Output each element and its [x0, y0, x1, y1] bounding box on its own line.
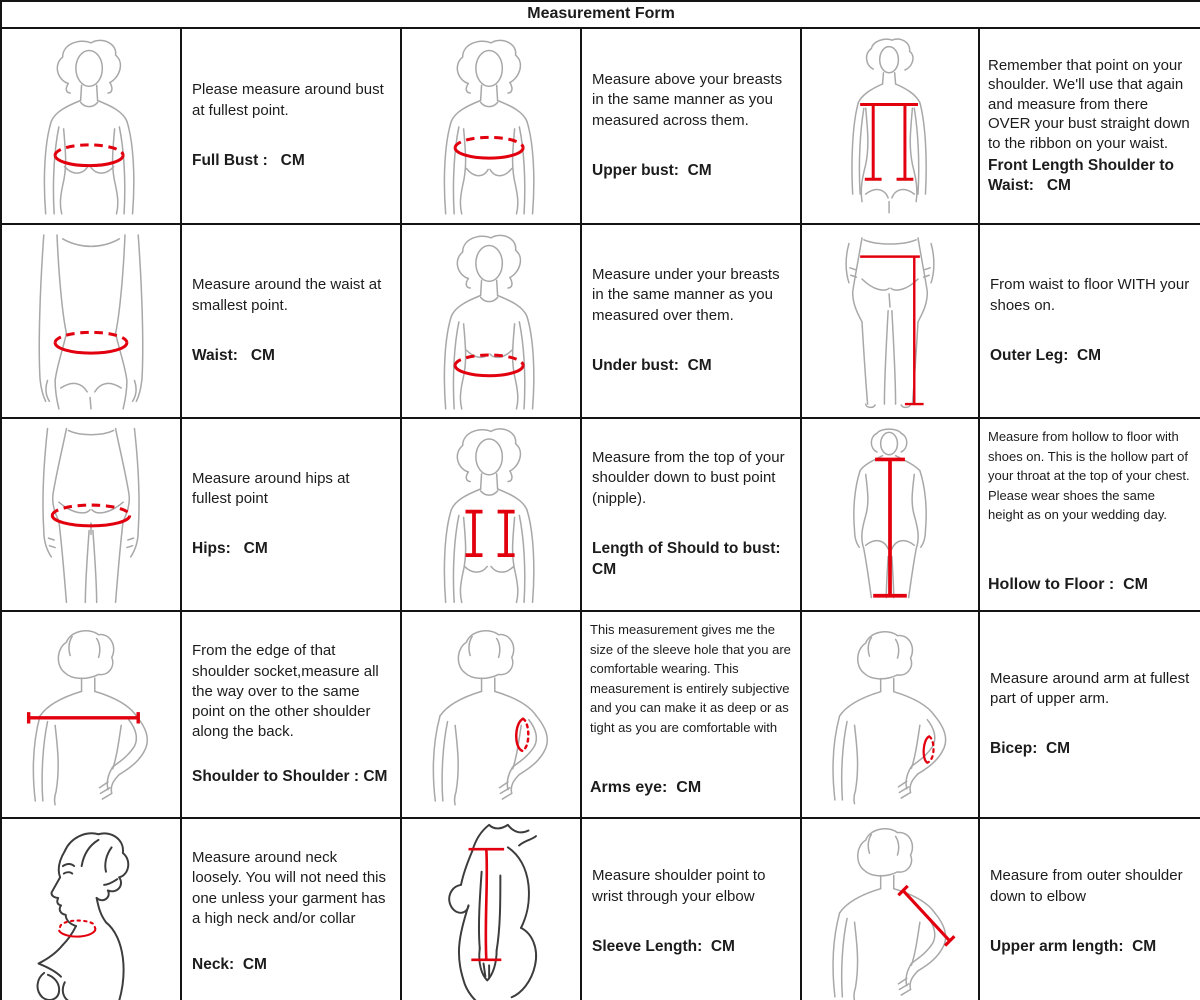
figure-cell — [801, 418, 979, 611]
instruction-text: Measure shoulder point to wrist through your elbow — [592, 867, 770, 905]
instruction-text: Remember that point on your shoulder. We'll use that again and measure from there OVER your bust straight down to the ribbon on your waist. — [988, 56, 1194, 152]
figure-cell — [401, 224, 581, 418]
measurement-label: Waist: CM — [192, 346, 275, 364]
hips-figure — [2, 424, 180, 605]
instruction-text: Measure around hips at fullest point — [192, 469, 354, 508]
sleeve-length-figure — [402, 823, 580, 1000]
upper-arm-length-figure — [802, 823, 978, 1000]
text-cell — [581, 418, 801, 611]
table-row — [1, 224, 1200, 418]
text-cell — [581, 224, 801, 418]
text-cell — [181, 418, 401, 611]
measurement-label: Bicep: CM — [990, 740, 1071, 758]
text-cell — [581, 611, 801, 818]
figure-cell — [1, 818, 181, 1000]
text-cell — [581, 818, 801, 1000]
arms-eye-figure — [402, 617, 580, 813]
instruction-text: Measure around neck loosely. You will not need this one unless your garment has a high neck and/or collar — [192, 849, 391, 927]
instruction-text: This measurement gives me the size of the sleeve hole that you are comfortable wearing. This measurement is entirely subjective and you can make it as deep or as tight as you are comfortable with — [590, 622, 795, 735]
text-cell — [979, 28, 1200, 224]
text-cell — [181, 224, 401, 418]
figure-cell — [1, 224, 181, 418]
table-row — [1, 418, 1200, 611]
table-row — [1, 611, 1200, 818]
instruction-text: From waist to floor WITH your shoes on. — [990, 276, 1194, 314]
instruction-text: Measure from outer shoulder down to elbow — [990, 867, 1187, 905]
waist-figure — [2, 230, 180, 412]
upper-bust-figure — [402, 34, 580, 218]
instruction-text: From the edge of that shoulder socket,measure all the way over to the same point on the other shoulder along the back. — [192, 642, 383, 741]
under-bust-figure — [402, 230, 580, 412]
table-row — [1, 28, 1200, 224]
figure-cell — [801, 28, 979, 224]
measurement-label: Sleeve Length: CM — [592, 937, 735, 955]
full-bust-figure — [2, 34, 180, 218]
measurement-label: Shoulder to Shoulder : CM — [192, 767, 388, 785]
header-row — [1, 1, 1200, 28]
text-cell — [979, 224, 1200, 418]
measurement-label: Front Length Shoulder to Waist: CM — [988, 157, 1179, 195]
outer-leg-figure — [802, 230, 978, 412]
figure-cell — [801, 224, 979, 418]
figure-cell — [1, 418, 181, 611]
measurement-label: Hollow to Floor : CM — [988, 576, 1148, 594]
figure-cell — [1, 28, 181, 224]
shoulder-to-shoulder-figure — [2, 617, 180, 813]
figure-cell — [1, 611, 181, 818]
instruction-text: Measure under your breasts in the same manner as you measured over them. — [592, 266, 784, 324]
table-row — [1, 818, 1200, 1000]
measurement-label: Upper bust: CM — [592, 161, 712, 179]
figure-cell — [401, 28, 581, 224]
figure-cell — [801, 818, 979, 1000]
instruction-text: Please measure around bust at fullest point. — [192, 81, 388, 119]
text-cell — [979, 611, 1200, 818]
instruction-text: Measure from the top of your shoulder down to bust point (nipple). — [592, 449, 789, 507]
text-cell — [181, 611, 401, 818]
measurement-label: Under bust: CM — [592, 356, 712, 374]
figure-cell — [401, 818, 581, 1000]
instruction-text: Measure above your breasts in the same manner as you measured across them. — [592, 71, 787, 129]
text-cell — [181, 818, 401, 1000]
neck-figure — [2, 823, 180, 1000]
instruction-text: Measure around arm at fullest part of upper arm. — [990, 669, 1194, 708]
figure-cell — [401, 611, 581, 818]
hollow-to-floor-figure — [802, 424, 978, 605]
measurement-label: Length of Should to bust: CM — [592, 539, 790, 578]
instruction-text: Measure around the waist at smallest point. — [192, 276, 386, 314]
text-cell — [581, 28, 801, 224]
bicep-figure — [802, 617, 978, 813]
shoulder-to-bust-figure — [402, 424, 580, 605]
text-cell — [979, 418, 1200, 611]
measurement-label: Outer Leg: CM — [990, 346, 1102, 364]
text-cell — [979, 818, 1200, 1000]
measurement-label: Neck: CM — [192, 956, 267, 974]
front-length-figure — [802, 34, 978, 218]
instruction-text: Measure from hollow to floor with shoes on. This is the hollow part of your throat at the top of your chest. Please wear shoes the same height as on your wedding day. — [988, 429, 1194, 522]
measurement-label: Full Bust : CM — [192, 151, 305, 169]
measurement-label: Upper arm length: CM — [990, 937, 1157, 955]
measurement-label: Arms eye: CM — [590, 779, 702, 797]
figure-cell — [801, 611, 979, 818]
page-title: Measurement Form — [527, 5, 675, 22]
figure-cell — [401, 418, 581, 611]
measurement-label: Hips: CM — [192, 540, 268, 558]
text-cell — [181, 28, 401, 224]
